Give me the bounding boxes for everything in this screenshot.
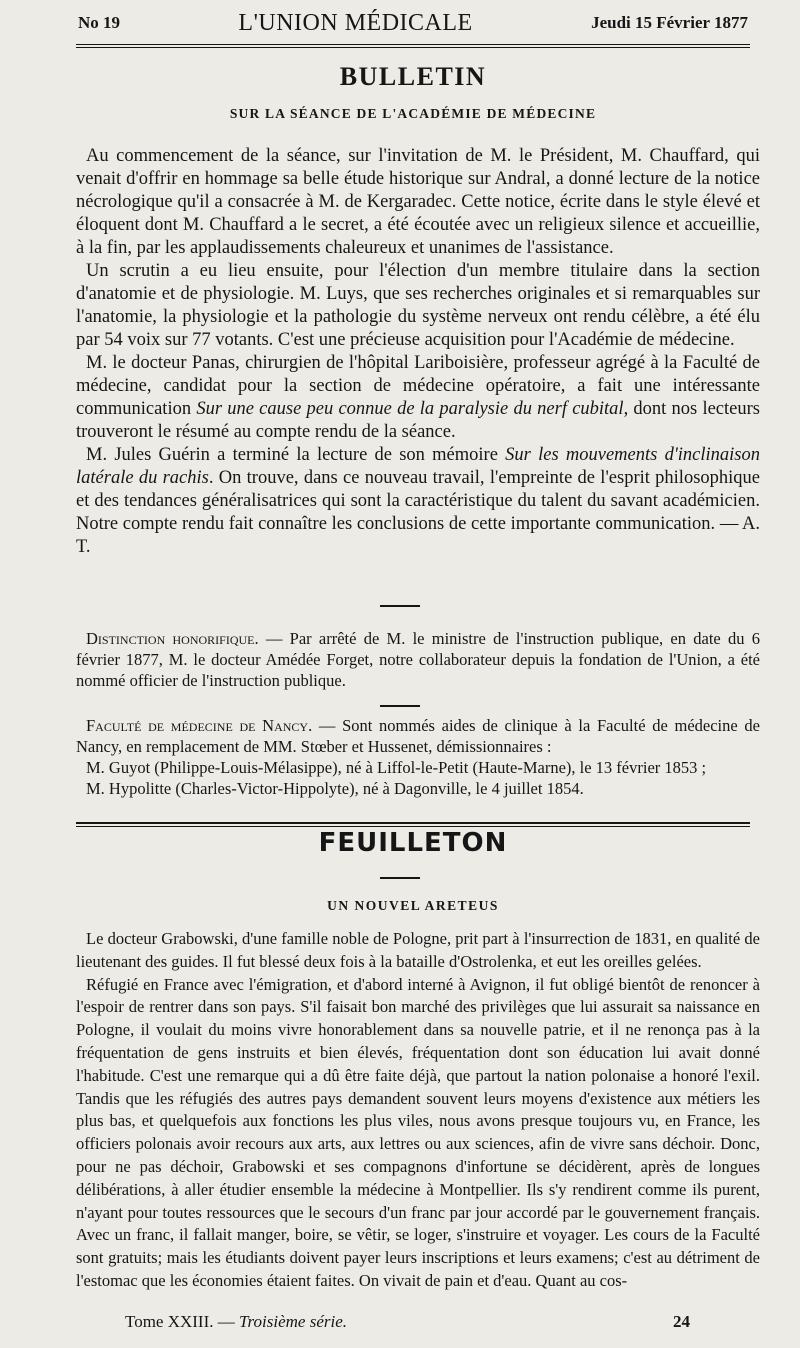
notice-line: M. Guyot (Philippe-Louis-Mélasippe), né à Liffol-le-Petit (Haute-Marne), le 13 février 1853 ; bbox=[86, 758, 707, 777]
feuilleton-subtitle: UN NOUVEL ARETEUS bbox=[327, 898, 499, 913]
feuilleton-paragraph: Le docteur Grabowski, d'une famille noble de Pologne, prit part à l'insurrection de 1831, en qualité de lieutenant des guides. Il fut blessé deux fois à la bataille d'Ostrolenka, et eut les oreilles gelées. bbox=[76, 929, 760, 971]
journal-title: L'UNION MÉDICALE bbox=[238, 9, 473, 36]
bulletin-paragraph: Un scrutin a eu lieu ensuite, pour l'élection d'un membre titulaire dans la section d'anatomie et de physiologie. M. Luys, que ses recherches originales et si remarquables sur l'anatomie, la physiologie et la pathologie du système nerveux ont rendu célèbre, a été élu par 54 voix sur 77 votants. C'est une précieuse acquisition pour l'Académie de médecine. bbox=[76, 261, 760, 350]
feuilleton-paragraph: Réfugié en France avec l'émigration, et d'abord interné à Avignon, il fut obligé bientôt de renoncer à l'espoir de rentrer dans son pays. S'il faisait bon marché des privilèges que lui assurait sa naissance en Pologne, il voulait du moins vivre honorablement dans sa nouvelle patrie, et il ne renonça pas à la fréquentation de gens instruits et bien élevés, fréquentation dont son éducation lui avait donné l'habitude. C'est une remarque qui a dû être faite déjà, que partout la nation polonaise a honoré l'exil. Tandis que les réfugiés des autres pays demandent souvent leurs moyens d'existence aux métiers les plus bas, et quelquefois aux fonctions les plus viles, nous avons presque toujours vu, en France, les officiers polonais avoir recours aux arts, aux lettres ou aux sciences, afin de vivre sans déchoir. Donc, pour ne pas déchoir, Grabowski et ses compagnons d'infortune se décidèrent, après de longues délibérations, à aller étudier ensemble la médecine à Montpellier. Ils s'y rendirent comme ils purent, n'ayant pour toutes ressources que le secours d'un franc par jour accordé par le gouvernement français. Avec un franc, il fallait manger, boire, se vêtir, se loger, s'instruire et voyager. Les cours de la Faculté sont gratuits; mais les étudiants doivent payer leurs inscriptions et leurs examens; c'est au détriment de l'estomac que les économies étaient faites. On vivait de pain et d'eau. Quant au cos- bbox=[76, 974, 760, 1290]
tome-label: Tome XXIII. — bbox=[125, 1312, 235, 1331]
header-rule-secondary bbox=[76, 47, 750, 48]
paragraph-text: M. Jules Guérin a terminé la lecture de son mémoire bbox=[86, 445, 506, 465]
header-rule bbox=[76, 44, 750, 45]
bulletin-subtitle: SUR LA SÉANCE DE L'ACADÉMIE DE MÉDECINE bbox=[229, 106, 597, 121]
issue-date: Jeudi 15 Février 1877 bbox=[591, 13, 748, 32]
separator-dash bbox=[380, 705, 420, 707]
memoir-title: Sur les mouvements d'inclinaison latérale du rachis bbox=[76, 445, 760, 488]
notice-label: Faculté de médecine de Nancy. bbox=[86, 716, 313, 735]
page-number: 24 bbox=[673, 1312, 690, 1331]
notice-text: — Sont nommés aides de clinique à la Faculté de médecine de Nancy, en remplacement de MM. Stœber et Hussenet, démissionnaires : bbox=[76, 716, 760, 756]
paragraph-text: , dont nos lecteurs trouveront le résumé au compte rendu de la séance. bbox=[76, 399, 760, 442]
bulletin-body bbox=[76, 145, 760, 559]
bulletin-paragraph bbox=[76, 444, 760, 559]
notice-paragraph bbox=[76, 715, 760, 757]
notice-text: — Par arrêté de M. le ministre de l'instruction publique, en date du 6 février 1877, M. le docteur Amédée Forget, notre collaborateur depuis la fondation de l'Union, a été nommé officier de l'instruction publique. bbox=[76, 629, 760, 690]
page-footer bbox=[125, 1312, 690, 1332]
notice-distinction bbox=[76, 628, 760, 691]
bulletin-paragraph bbox=[76, 352, 760, 444]
communication-title: Sur une cause peu connue de la paralysie du nerf cubital bbox=[196, 399, 624, 419]
separator-dash bbox=[380, 605, 420, 607]
feuilleton-rule-secondary bbox=[76, 826, 750, 827]
separator-dash bbox=[380, 877, 420, 879]
feuilleton-title: FEUILLETON bbox=[318, 828, 508, 858]
paragraph-text: . On trouve, dans ce nouveau travail, l'empreinte de l'esprit philosophique et des tendances généralisatrices qui sont la caractéristique du talent du savant académicien. Notre compte rendu fait connaître les conclusions de cette importante communication. — A. T. bbox=[76, 468, 760, 557]
masthead bbox=[78, 8, 748, 38]
bulletin-title: BULLETIN bbox=[339, 62, 487, 91]
feuilleton-rule bbox=[76, 822, 750, 824]
notice-label: Distinction honorifique. bbox=[86, 629, 259, 648]
feuilleton-body bbox=[76, 928, 760, 1293]
notice-line: M. Hypolitte (Charles-Victor-Hippolyte), né à Dagonville, le 4 juillet 1854. bbox=[86, 779, 584, 798]
notice-faculte bbox=[76, 715, 760, 799]
series-label: Troisième série. bbox=[239, 1312, 347, 1331]
issue-number: No 19 bbox=[78, 13, 121, 32]
footer-volume bbox=[125, 1312, 347, 1332]
paragraph-text: M. le docteur Panas, chirurgien de l'hôpital Lariboisière, professeur agrégé à la Faculté de médecine, candidat pour la section de médecine opératoire, a fait une intéressante communication bbox=[76, 353, 760, 419]
notice-paragraph bbox=[76, 628, 760, 691]
bulletin-paragraph: Au commencement de la séance, sur l'invitation de M. le Président, M. Chauffard, qui venait d'offrir en hommage sa belle étude historique sur Andral, a donné lecture de la notice nécrologique qu'il a consacrée à M. de Kergaradec. Cette notice, écrite dans le style élevé et éloquent dont M. Chauffard a le secret, a été écoutée avec un religieux silence et accueillie, à la fin, par les applaudissements chaleureux et unanimes de l'assistance. bbox=[76, 146, 760, 258]
